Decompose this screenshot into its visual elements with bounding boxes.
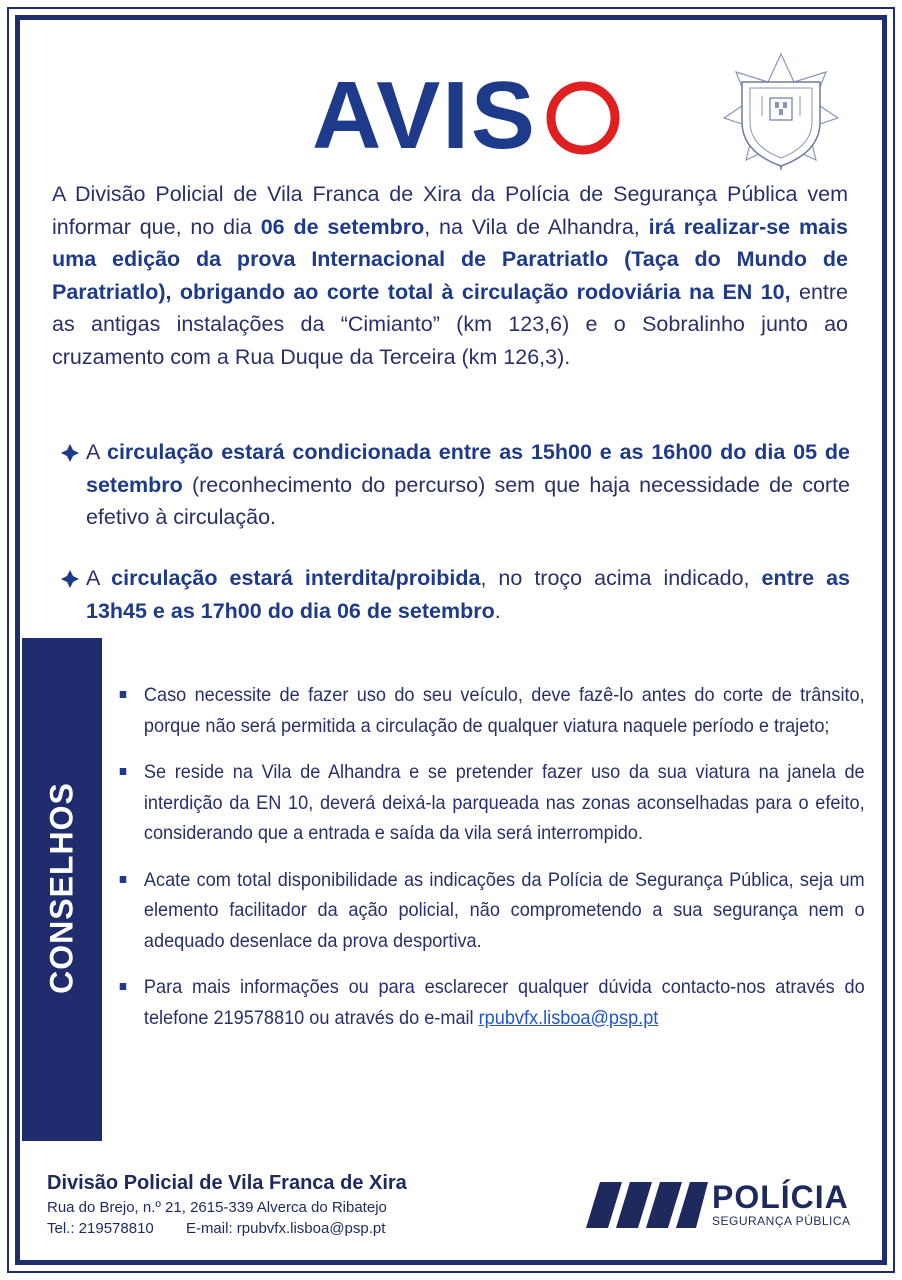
square-bullet-icon <box>120 768 127 775</box>
intro-paragraph <box>52 178 848 373</box>
tip-text: Acate com total disponibilidade as indicações da Polícia de Segurança Pública, seja um elemento facilitador da ação policial, não comprometendo a sua segurança nem o adequado desenlace da prova desportiva. <box>143 868 865 952</box>
bullet-2-bold-2: entre as 13h45 e as 17h00 do dia 06 de setembro <box>86 566 850 623</box>
page-title <box>312 62 623 169</box>
footer-contacts <box>47 1220 413 1237</box>
square-bullet-icon <box>120 876 127 883</box>
tip-text: Se reside na Vila de Alhandra e se pretender fazer uso da sua viatura na janela de interdição da EN 10, deverá deixá-la parqueada nas zonas aconselhadas para o efeito, considerando que a entrada e saída da vila será interrompido. <box>143 761 865 844</box>
intro-date: 06 de setembro <box>260 214 425 239</box>
psp-stripes-icon <box>578 1182 708 1228</box>
intro-event: irá realizar-se mais uma edição da prova Internacional de Paratriatlo (Taça do Mundo de Paratriatlo), obrigando ao corte total à circulação rodoviária na EN 10, <box>52 214 848 304</box>
intro-text-1: A Divisão Policial de Vila Franca de Xira da Polícia de Segurança Pública vem informar que, no dia <box>52 182 848 239</box>
psp-logo-subtitle: SEGURANÇA PÚBLICA <box>712 1214 851 1228</box>
psp-logo-name: POLÍCIA <box>712 1179 849 1215</box>
title-text: AVIS <box>312 62 537 169</box>
conselhos-list <box>116 680 866 1049</box>
conselhos-label: CONSELHOS <box>43 782 80 994</box>
email-link[interactable]: rpubvfx.lisboa@psp.pt <box>478 1006 659 1029</box>
tip-text: Para mais informações ou para esclarecer qualquer dúvida contacto-nos através do telefone 219578810 ou através do e-mail <box>143 976 865 1029</box>
footer-address: Rua do Brejo, n.º 21, 2615-339 Alverca do Ribatejo <box>47 1199 387 1216</box>
prohibition-sign-icon <box>543 76 623 156</box>
list-item <box>116 757 865 849</box>
diamond-bullet-icon <box>60 569 80 589</box>
bullet-1-bold: circulação estará condicionada entre as 15h00 e as 16h00 do dia 05 de setembro <box>86 440 850 497</box>
psp-logo <box>578 1180 868 1232</box>
footer-email: E-mail: rpubvfx.lisboa@psp.pt <box>185 1220 386 1237</box>
intro-text-3: entre as antigas instalações da “Cimianto” (km 123,6) e o Sobralinho junto ao cruzamento com a Rua Duque da Terceira (km 126,3). <box>52 279 848 369</box>
bullet-2-text-1: A <box>86 566 112 590</box>
notice-bullet-2 <box>60 562 850 627</box>
bullet-2-text-2: , no troço acima indicado, <box>480 566 762 590</box>
notice-bullet-1 <box>60 436 850 534</box>
bullet-1-text-2: (reconhecimento do percurso) sem que haja necessidade de corte efetivo à circulação. <box>86 472 850 529</box>
square-bullet-icon <box>120 983 127 990</box>
bullet-2-bold-1: circulação estará interdita/proibida <box>111 566 481 590</box>
square-bullet-icon <box>120 691 127 698</box>
intro-text-2: , na Vila de Alhandra, <box>424 214 649 239</box>
bullet-1-text-1: A <box>86 440 107 464</box>
footer-division-name: Divisão Policial de Vila Franca de Xira <box>47 1172 407 1194</box>
footer-phone: Tel.: 219578810 <box>47 1220 154 1237</box>
list-item <box>116 972 865 1033</box>
diamond-bullet-icon <box>60 443 80 463</box>
psp-crest-icon <box>722 52 840 172</box>
bullet-2-text-3: . <box>494 598 501 623</box>
list-item <box>116 865 865 957</box>
list-item <box>116 680 865 741</box>
tip-text: Caso necessite de fazer uso do seu veículo, deve fazê-lo antes do corte de trânsito, porque não será permitida a circulação de qualquer viatura naquele período e trajeto; <box>143 684 865 737</box>
